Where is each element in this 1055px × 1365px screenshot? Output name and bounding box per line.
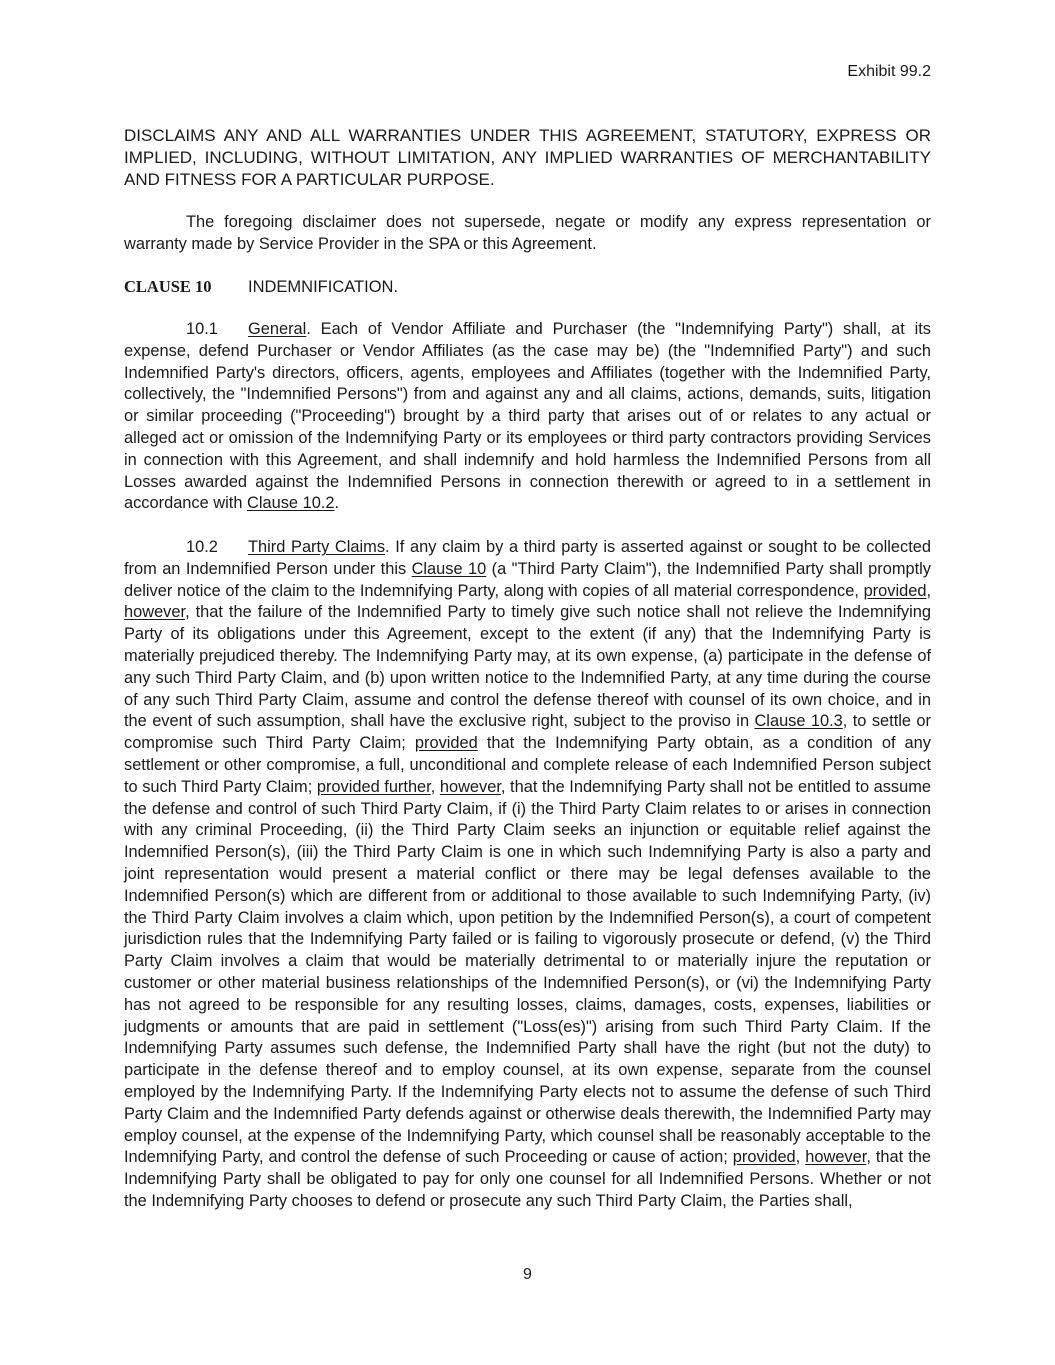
section-text: that the Indemnifying Party obtain, as a condition of any settlement or other compromise, a full, unconditional and complete release of each Indemnified Person subject to such Third Party Claim; xyxy=(124,734,931,796)
page-number: 9 xyxy=(523,1266,532,1283)
section-10-2 xyxy=(124,537,931,1213)
section-text: , that the Indemnifying Party shall not be entitled to assume the defense and control of such Third Party Claim, if (i) the Third Party Claim relates to or arises in connection with any criminal Proceeding, (ii) the Third Party Claim seeks an injunction or equitable relief against the Indemnified Person(s), (iii) the Third Party Claim is one in which such Indemnifying Party is also a party and joint representation would present a material conflict or there may be legal defenses available to the Indemnified Person(s) which are different from or additional to those available to such Indemnifying Party, (iv) the Third Party Claim involves a claim which, upon petition by the Indemnified Person(s), a court of competent jurisdiction rules that the Indemnifying Party failed or is failing to vigorously prosecute or defend, (v) the Third Party Claim involves a claim that would be materially detrimental to or materially injure the reputation or customer or other material business relationships of the Indemnified Person(s), or (vi) the Indemnifying Party has not agreed to be responsible for any resulting losses, claims, damages, costs, expenses, liabilities or judgments or amounts that are paid in settlement ("Loss(es)") arising from such Third Party Claim. If the Indemnifying Party assumes such defense, the Indemnified Party shall have the right (but not the duty) to participate in the defense thereof and to employ counsel, at its own expense, separate from the counsel employed by the Indemnifying Party. If the Indemnifying Party elects not to assume the defense of such Third Party Claim and the Indemnified Party defends against or otherwise deals therewith, the Indemnified Party may employ counsel, at the expense of the Indemnifying Party, which counsel shall be reasonably acceptable to the Indemnifying Party, and control the defense of such Proceeding or cause of action; xyxy=(124,777,932,1167)
clause-reference: Clause 10.2 xyxy=(247,494,335,513)
section-number: 10.2 xyxy=(186,538,218,556)
warranty-disclaimer-caps: DISCLAIMS ANY AND ALL WARRANTIES UNDER THIS AGREEMENT, STATUTORY, EXPRESS OR IMPLIED, INCLUDING, WITHOUT LIMITATION, ANY IMPLIED WARRANTIES OF MERCHANTABILITY AND FITNESS FOR A PARTICULAR PURPOSE. xyxy=(124,126,931,189)
foregoing-text: The foregoing disclaimer does not supersede, negate or modify any express representation or warranty made by Service Provider in the SPA or this Agreement. xyxy=(124,213,931,253)
foregoing-paragraph xyxy=(124,212,931,256)
section-text: , that the Indemnifying Party shall be obligated to pay for only one counsel for all Indemnified Persons. Whether or not the Indemnifying Party chooses to defend or prosecute any such Third Party Claim, the Parties shall, xyxy=(124,1148,932,1210)
section-number: 10.1 xyxy=(186,320,218,338)
section-title: General xyxy=(248,320,307,338)
proviso-term: provided xyxy=(414,734,478,753)
clause-label: CLAUSE 10 xyxy=(124,277,212,296)
proviso-term: however xyxy=(124,603,186,622)
section-text: , to settle or compromise such Third Party Claim; xyxy=(124,712,931,753)
section-10-1 xyxy=(124,319,931,515)
proviso-term: provided further xyxy=(316,777,431,796)
section-text: (a "Third Party Claim"), the Indemnified Party shall promptly deliver notice of the claim to the Indemnifying Party, along with copies of all material correspondence, xyxy=(124,559,931,600)
proviso-term: provided xyxy=(863,581,927,600)
clause-reference: Clause 10.3 xyxy=(754,712,843,731)
section-text: , xyxy=(795,1148,806,1167)
proviso-term: provided xyxy=(732,1148,796,1167)
section-text: . xyxy=(334,494,340,513)
section-text: , xyxy=(430,777,440,796)
clause-reference: Clause 10 xyxy=(411,559,487,578)
proviso-term: however xyxy=(439,777,501,796)
clause-title: INDEMNIFICATION. xyxy=(248,278,399,296)
clause-10-heading xyxy=(124,277,398,297)
section-text: . If any claim by a third party is asserted against or sought to be collected from an Indemnified Person under this xyxy=(124,538,931,578)
section-title: Third Party Claims xyxy=(248,538,386,556)
section-text: , that the failure of the Indemnified Party to timely give such notice shall not relieve the Indemnifying Party of its obligations under this Agreement, except to the extent (if any) that the Indemnifying Party is materially prejudiced thereby. The Indemnifying Party may, at its own expense, (a) participate in the defense of any such Third Party Claim, and (b) upon written notice to the Indemnified Party, at any time during the course of any such Third Party Claim, assume and control the defense thereof with counsel of its own choice, and in the event of such assumption, shall have the exclusive right, subject to the proviso in xyxy=(124,603,931,731)
exhibit-label: Exhibit 99.2 xyxy=(847,63,931,80)
section-text: . Each of Vendor Affiliate and Purchaser (the "Indemnifying Party") shall, at its expense, defend Purchaser or Vendor Affiliates (as the case may be) (the "Indemnified Party") and such Indemnified Party's directors, officers, agents, employees and Affiliates (together with the Indemnified Party, collectively, the "Indemnified Persons") from and against any and all claims, actions, demands, suits, litigation or similar proceeding ("Proceeding") brought by a third party that arises out of or relates to any actual or alleged act or omission of the Indemnifying Party or its employees or third party contractors providing Services in connection with this Agreement, and shall indemnify and hold harmless the Indemnified Persons from all Losses awarded against the Indemnified Persons in connection therewith or agreed to in a settlement in accordance with xyxy=(124,320,931,513)
proviso-term: however xyxy=(805,1148,867,1167)
section-text: , xyxy=(926,581,931,600)
